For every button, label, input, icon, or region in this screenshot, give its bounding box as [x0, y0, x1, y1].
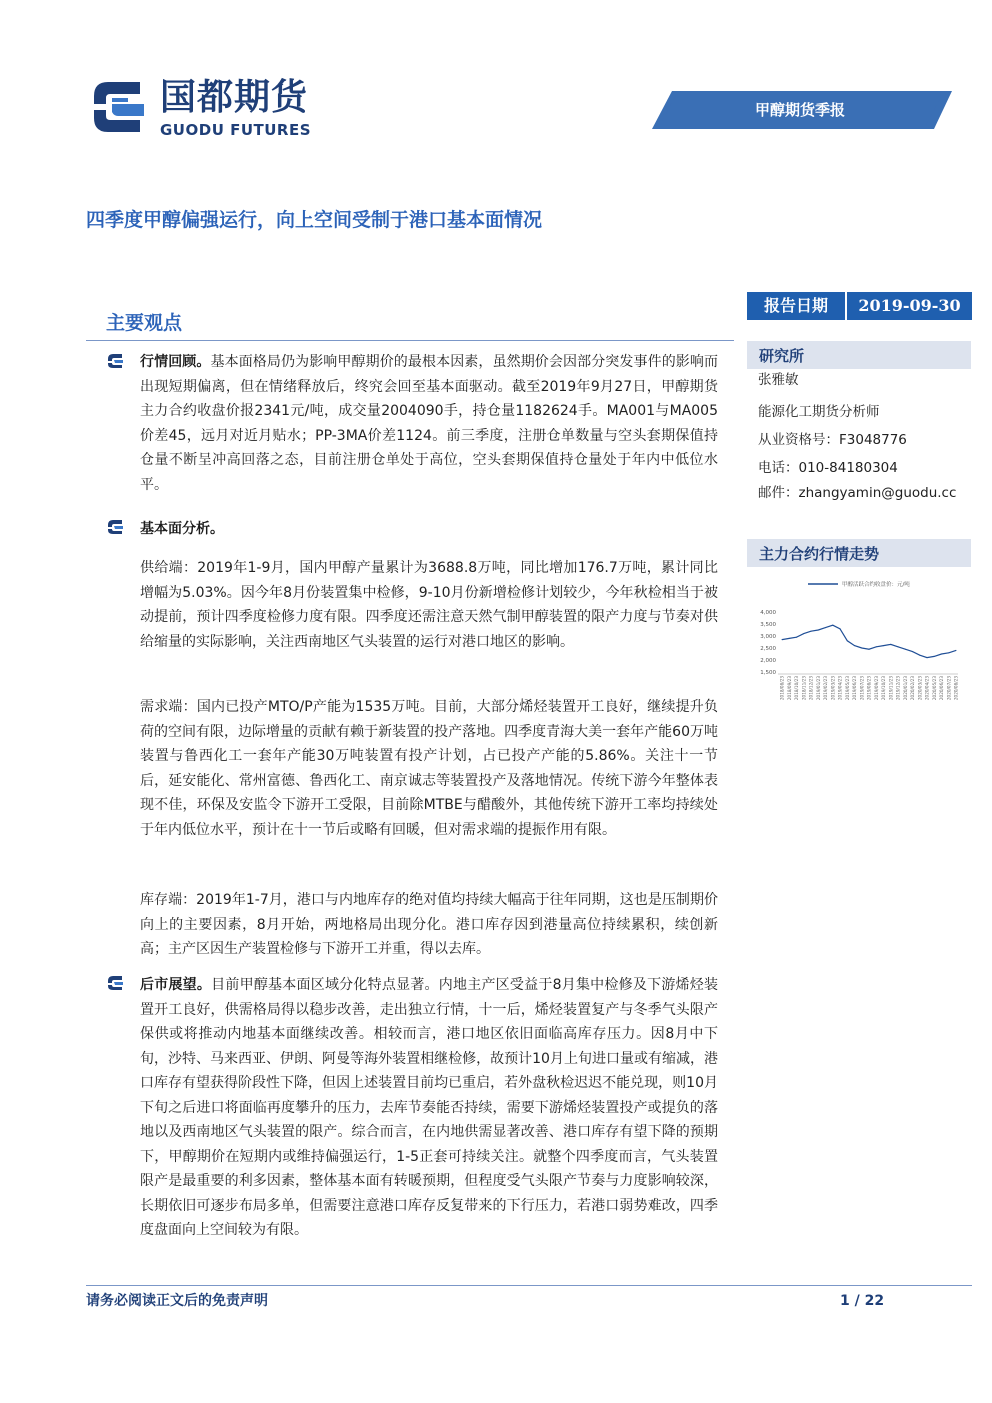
logo-text-en: GUODU FUTURES — [160, 121, 312, 139]
report-title: 四季度甲醇偏强运行，向上空间受制于港口基本面情况 — [86, 209, 543, 231]
chart-heading: 主力合约行情走势 — [759, 545, 880, 563]
price-point — [934, 656, 935, 657]
y-tick-label: 4,000 — [760, 610, 776, 616]
report-date-label: 报告日期 — [747, 292, 847, 320]
logo-text-cn: 国都期货 — [160, 77, 309, 118]
price-trend-chart — [748, 572, 973, 722]
price-point — [919, 655, 920, 656]
x-tick-label: 2020/02/23 — [910, 676, 915, 701]
y-tick-label: 1,500 — [760, 670, 776, 676]
y-tick-label: 2,500 — [760, 646, 776, 652]
guodu-logo-icon — [88, 76, 150, 138]
disclaimer-link[interactable]: 请务必阅读正文后的免责声明 — [86, 1293, 268, 1309]
y-tick-label: 2,000 — [760, 658, 776, 664]
market-review-paragraph — [140, 350, 718, 497]
x-tick-label: 2019/02/23 — [823, 676, 828, 701]
x-tick-label: 2019/07/23 — [859, 676, 865, 701]
price-point — [854, 645, 855, 646]
price-series-line — [782, 625, 956, 657]
y-tick-label: 3,000 — [760, 634, 776, 640]
outlook-lead: 后市展望。 — [140, 977, 212, 993]
demand-side-paragraph: 需求端：国内已投产MTO/P产能为1535万吨。目前，大部分烯烃装置开工良好，继续提升负荷的空间有限，边际增量的贡献有赖于新装置的投产落地。四季度青海大美一套年产能60万吨装置与鲁西化工一套年产能30万吨装置有投产计划，占已投产产能的5.86%。关注十一节后，延安能化、常州富德、鲁西化工、南京诚志等装置投产及落地情况。传统下游今年整体表现不佳，环保及安监令下游开工受限，目前除MTBE与醋酸外，其他传统下游开工率均持续处于年内低位水平，预计在十一节后或略有回暖，但对需求端的提振作用有限。 — [140, 699, 718, 838]
supply-side-paragraph: 供给端：2019年1-9月，国内甲醇产量累计为3688.8万吨，同比增加176.7万吨，累计同比增幅为5.03%。因今年8月份装置集中检修，9-10月份新增检修计划较少，今年秋检相当于被动提前，预计四季度检修力度有限。四季度还需注意天然气制甲醇装置的限产力度与节奏对供给缩量的实际影响，关注西南地区气头装置的运行对港口地区的影响。 — [140, 560, 718, 650]
price-point — [941, 654, 942, 655]
institute-heading-bar — [747, 341, 971, 369]
institute-heading: 研究所 — [759, 347, 805, 365]
price-point — [956, 650, 957, 651]
x-axis — [780, 676, 959, 700]
x-tick-label: 2020/05/23 — [931, 676, 937, 701]
price-series-points — [782, 625, 957, 658]
price-point — [832, 625, 833, 626]
price-point — [927, 657, 928, 658]
x-tick-label: 2018/10/23 — [794, 676, 799, 701]
x-tick-label: 2019/11/23 — [888, 676, 894, 701]
section-heading: 主要观点 — [106, 312, 183, 334]
x-tick-label: 2018/08/23 — [779, 676, 785, 701]
price-point — [869, 649, 870, 650]
market-review-text: 基本面格局仍为影响甲醇期价的最根本因素，虽然期价会因部分突发事件的影响而出现短期偏离，但在情绪释放后，终究会回至基本面驱动。截至2019年9月27日，甲醇期货主力合约收盘价报2341元/吨，成交量2004090手，持仓量1182624手。MA001与MA005价差45，远月对近月贴水；PP-3MA价差1124。前三季度，注册仓单数量与空头套期保值持仓量不断呈冲高回落之态，目前注册仓单处于高位，空头套期保值持仓量处于年内中低位水平。 — [140, 354, 718, 493]
phone-number: 电话：010-84180304 — [758, 460, 898, 476]
price-point — [912, 651, 913, 652]
price-point — [811, 631, 812, 632]
price-point — [803, 633, 804, 634]
price-point — [876, 646, 877, 647]
report-date-value: 2019-09-30 — [858, 296, 961, 315]
market-review-lead: 行情回顾。 — [140, 354, 211, 370]
price-point — [840, 628, 841, 629]
price-point — [883, 645, 884, 646]
y-axis — [760, 610, 776, 676]
legend-label: 甲醇活跃合约收盘价：元/吨 — [842, 582, 910, 588]
x-tick-label: 2019/08/23 — [866, 676, 872, 701]
x-tick-label: 2019/04/23 — [837, 676, 843, 701]
x-tick-label: 2020/08/23 — [953, 676, 959, 701]
price-point — [789, 638, 790, 639]
analyst-name: 张雅敏 — [758, 372, 799, 388]
x-tick-label: 2020/06/23 — [939, 676, 944, 701]
x-tick-label: 2019/10/23 — [881, 676, 886, 701]
bullet-icon — [106, 518, 124, 536]
chart-legend — [808, 580, 910, 588]
analyst-title: 能源化工期货分析师 — [758, 404, 880, 420]
fundamental-analysis-heading — [140, 517, 718, 542]
x-tick-label: 2020/03/23 — [917, 676, 923, 701]
fundamental-analysis-lead: 基本面分析。 — [140, 521, 224, 537]
x-tick-label: 2019/05/23 — [844, 676, 850, 701]
price-point — [847, 640, 848, 641]
x-tick-label: 2018/11/23 — [801, 676, 807, 701]
outlook-paragraph — [140, 973, 718, 1243]
price-point — [861, 648, 862, 649]
price-point — [825, 627, 826, 628]
x-tick-label: 2019/06/23 — [852, 676, 857, 701]
price-point — [898, 646, 899, 647]
x-tick-label: 2018/09/23 — [786, 676, 792, 701]
price-point — [905, 649, 906, 650]
outlook-text: 目前甲醇基本面区域分化特点显著。内地主产区受益于8月集中检修及下游烯烃装置开工良好，供需格局得以稳步改善，走出独立行情，十一后，烯烃装置复产与冬季气头限产保供或将推动内地基本面继续改善。相较而言，港口地区依旧面临高库存压力。因8月中下旬，沙特、马来西亚、伊朗、阿曼等海外装置相继检修，故预计10月上旬进口量或有缩减，港口库存有望获得阶段性下降，但因上述装置目前均已重启，若外盘秋检迟迟不能兑现，则10月下旬之后进口将面临再度攀升的压力，去库节奏能否持续，需要下游烯烃装置投产或提负的落地以及西南地区气头装置的限产。综合而言，在内地供需显著改善、港口库存有望下降的预期下，甲醇期价在短期内或维持偏强运行，1-5正套可持续关注。就整个四季度而言，气头装置限产是最重要的利多因素，整体基本面有转暖预期，但程度受气头限产节奏与力度影响较深，长期依旧可逐步布局多单，但需要注意港口库存反复带来的下行压力，若港口弱势难改，四季度盘面向上空间较为有限。 — [140, 977, 719, 1238]
chart-heading-bar — [747, 539, 971, 567]
x-tick-label: 2019/01/23 — [815, 676, 821, 701]
x-tick-label: 2019/03/23 — [830, 676, 836, 701]
price-point — [818, 630, 819, 631]
footer-divider — [86, 1285, 972, 1286]
license-number: 从业资格号：F3048776 — [758, 432, 907, 448]
bullet-icon — [106, 974, 124, 992]
inventory-paragraph: 库存端：2019年1-7月，港口与内地库存的绝对值均持续大幅高于往年同期，这也是压制期价向上的主要因素，8月开始，两地格局出现分化。港口库存因到港量高位持续累积，续创新高；主产区因生产装置检修与下游开工并重，得以去库。 — [140, 892, 718, 957]
email-address[interactable]: 邮件：zhangyamin@guodu.cc — [758, 485, 957, 501]
price-point — [948, 652, 949, 653]
price-point — [782, 639, 783, 640]
x-tick-label: 2019/09/23 — [873, 676, 879, 701]
x-tick-label: 2020/04/23 — [924, 676, 930, 701]
x-tick-label: 2020/01/23 — [902, 676, 908, 701]
price-point — [890, 644, 891, 645]
price-point — [796, 637, 797, 638]
x-tick-label: 2019/12/23 — [895, 676, 901, 701]
x-tick-label: 2020/07/23 — [946, 676, 952, 701]
page-number: 1 / 22 — [840, 1293, 885, 1309]
x-tick-label: 2018/12/23 — [808, 676, 814, 701]
section-divider — [86, 340, 734, 341]
y-tick-label: 3,500 — [760, 622, 776, 628]
report-type-label: 甲醇期货季报 — [754, 101, 845, 119]
bullet-icon — [106, 352, 124, 370]
